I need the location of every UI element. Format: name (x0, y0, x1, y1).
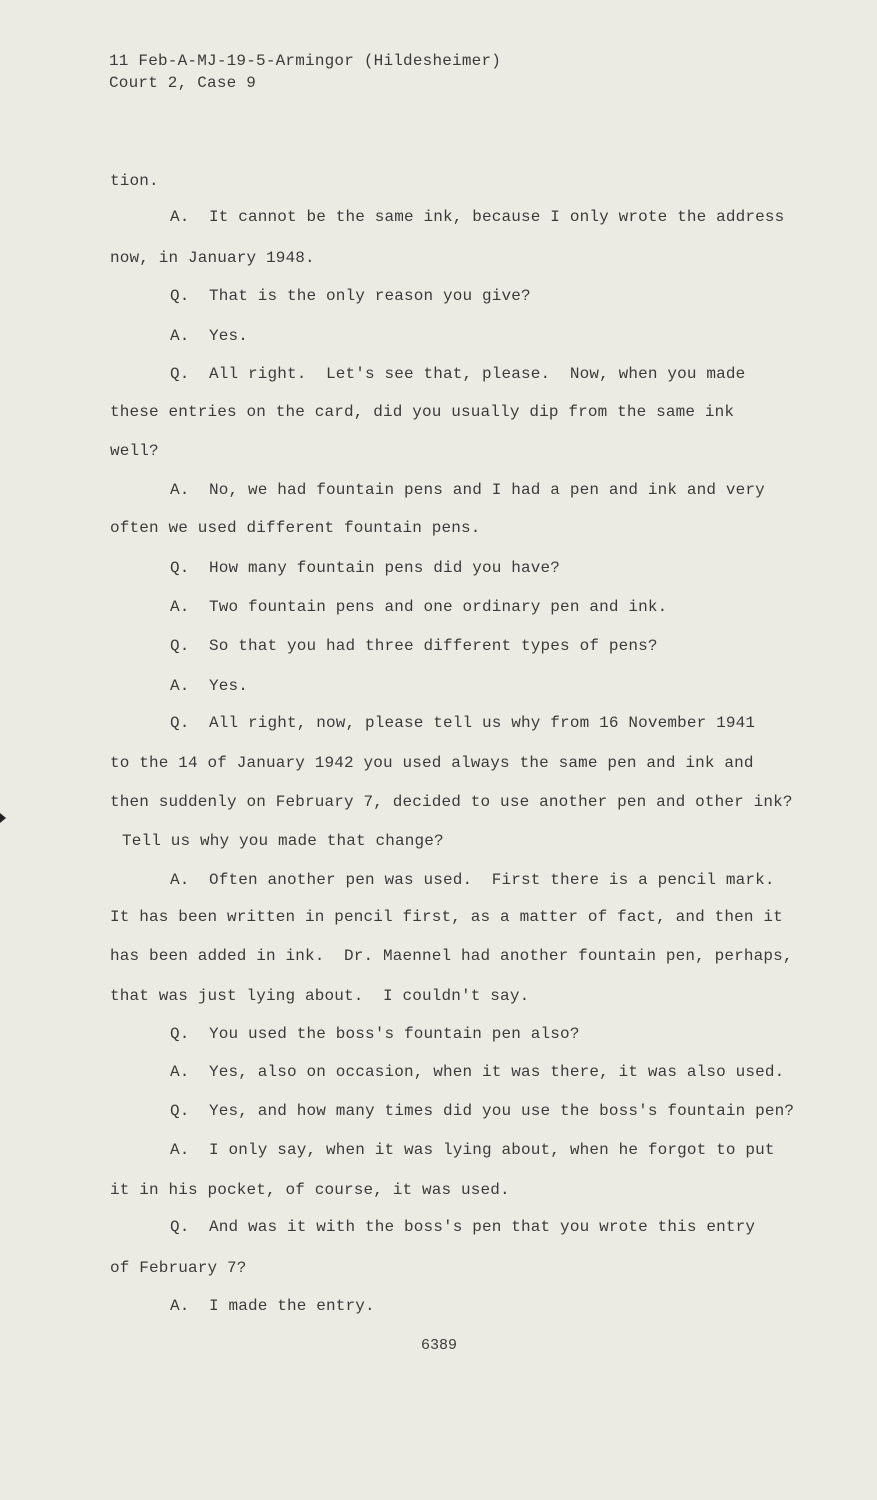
transcript-line: A. Yes. (170, 327, 249, 345)
transcript-line: A. Yes, also on occasion, when it was there, it was also used. (170, 1063, 785, 1081)
transcript-line: Q. And was it with the boss's pen that you wrote this entry (170, 1218, 756, 1236)
transcript-line: A. I made the entry. (170, 1297, 375, 1315)
document-header (109, 50, 501, 94)
transcript-line: Q. How many fountain pens did you have? (170, 559, 561, 577)
transcript-line: Q. All right. Let's see that, please. Now, when you made (170, 365, 746, 383)
transcript-line: often we used different fountain pens. (110, 519, 481, 537)
transcript-line: now, in January 1948. (110, 249, 315, 267)
transcript-line: then suddenly on February 7, decided to use another pen and other ink? (110, 793, 793, 811)
transcript-line: of February 7? (110, 1259, 247, 1277)
header-court-case: Court 2, Case 9 (109, 74, 257, 92)
transcript-line: A. Yes. (170, 677, 249, 695)
transcript-line: Q. You used the boss's fountain pen also? (170, 1025, 580, 1043)
transcript-line: to the 14 of January 1942 you used always the same pen and ink and (110, 754, 754, 772)
transcript-line: A. It cannot be the same ink, because I only wrote the address (170, 208, 785, 226)
transcript-line: it in his pocket, of course, it was used. (110, 1181, 510, 1199)
transcript-line: A. No, we had fountain pens and I had a pen and ink and very (170, 481, 765, 499)
transcript-line: Q. All right, now, please tell us why from 16 November 1941 (170, 714, 756, 732)
transcript-line: Tell us why you made that change? (122, 832, 444, 850)
transcript-line: well? (110, 442, 159, 460)
transcript-line: that was just lying about. I couldn't say. (110, 987, 530, 1005)
header-reference: 11 Feb-A-MJ-19-5-Armingor (Hildesheimer) (109, 52, 502, 70)
transcript-line: It has been written in pencil first, as a matter of fact, and then it (110, 908, 783, 926)
transcript-line: has been added in ink. Dr. Maennel had another fountain pen, perhaps, (110, 947, 793, 965)
transcript-line: these entries on the card, did you usually dip from the same ink (110, 403, 735, 421)
transcript-line: A. Two fountain pens and one ordinary pen and ink. (170, 598, 668, 616)
transcript-line: A. Often another pen was used. First there is a pencil mark. (170, 871, 775, 889)
transcript-line: Q. That is the only reason you give? (170, 287, 531, 305)
transcript-line: tion. (110, 172, 159, 190)
transcript-line: Q. Yes, and how many times did you use the boss's fountain pen? (170, 1102, 795, 1120)
page-number: 6389 (421, 1337, 458, 1354)
transcript-line: Q. So that you had three different types of pens? (170, 637, 658, 655)
margin-mark (0, 813, 6, 823)
transcript-line: A. I only say, when it was lying about, when he forgot to put (170, 1141, 775, 1159)
